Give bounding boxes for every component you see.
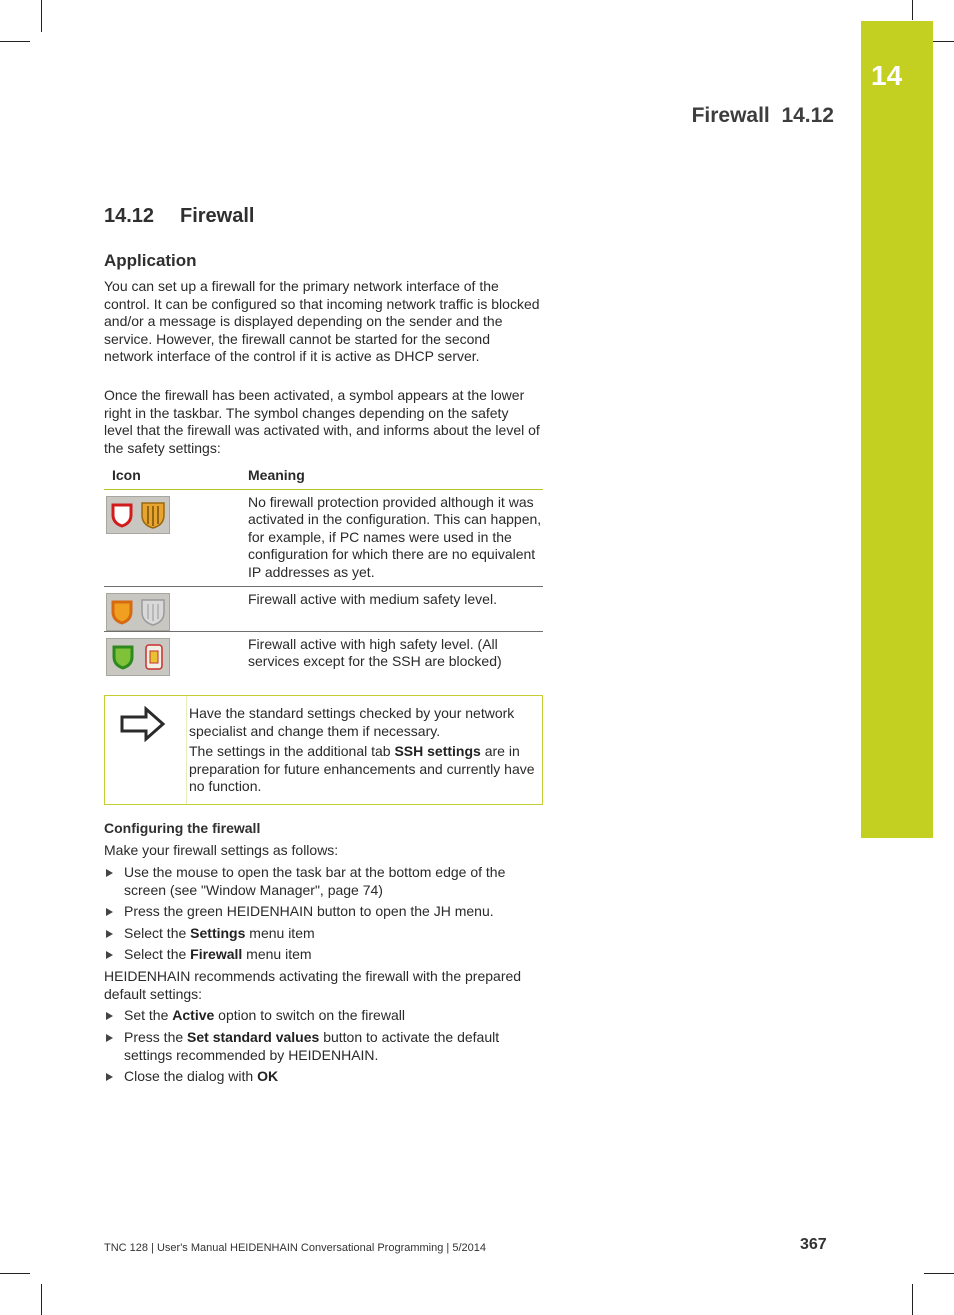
list-item: Close the dialog with OK (104, 1068, 540, 1086)
recommend-paragraph: HEIDENHAIN recommends activating the firewall with the prepared default settings: (104, 968, 522, 1002)
list-item: Press the Set standard values button to activate the default settings recommended by HEIDENHAIN. (104, 1029, 540, 1064)
configuring-intro: Make your firewall settings as follows: (104, 842, 339, 858)
firewall-medium-icon (106, 593, 170, 631)
arrow-right-icon (119, 706, 167, 742)
note-paragraph-1: Have the standard settings checked by your network specialist and change them if necessary. (189, 705, 515, 739)
configuring-heading: Configuring the firewall (104, 820, 261, 836)
table-cell-meaning: No firewall protection provided although it was activated in the configuration. This can happen, for example, if PC names were used in the configuration for which there are no equivalent IP addresses as yet. (248, 489, 543, 586)
crop-mark (0, 41, 30, 42)
table-cell-meaning: Firewall active with medium safety level. (248, 586, 543, 631)
crop-mark (912, 1284, 913, 1315)
crop-mark (924, 1273, 954, 1274)
running-header (692, 104, 834, 128)
list-item: Set the Active option to switch on the firewall (104, 1007, 540, 1025)
list-item: Use the mouse to open the task bar at the bottom edge of the screen (see "Window Manager", page 74) (104, 864, 540, 899)
running-header-section: 14.12 (781, 104, 834, 127)
table-header-meaning: Meaning (248, 464, 543, 489)
crop-mark (41, 0, 42, 32)
table-row (104, 586, 543, 631)
section-heading (104, 205, 254, 228)
note-paragraph-2: The settings in the additional tab SSH settings are in preparation for future enhancements and currently have no function. (189, 743, 535, 795)
crop-mark (912, 0, 913, 20)
table-row (104, 489, 543, 586)
ssh-settings-label: SSH settings (394, 743, 481, 759)
chapter-number: 14 (871, 60, 903, 91)
list-item: Press the green HEIDENHAIN button to open the JH menu. (104, 903, 540, 921)
chapter-tab (861, 21, 933, 838)
intro-paragraph-1: You can set up a firewall for the primary network interface of the control. It can be configured so that incoming network traffic is blocked and/or a message is displayed depending on the sender and the service. However, the firewall cannot be started for the second network interface of the control if it is active as DHCP server. (104, 278, 540, 365)
running-header-title: Firewall (691, 104, 770, 127)
footer-text: TNC 128 | User's Manual HEIDENHAIN Conversational Programming | 5/2014 (104, 1242, 486, 1254)
firewall-none-icon (106, 496, 170, 534)
table-row (104, 631, 543, 676)
section-number: 14.12 (104, 205, 155, 227)
crop-mark (0, 1273, 30, 1274)
list-item: Select the Settings menu item (104, 925, 540, 943)
note-text (186, 696, 543, 804)
icon-table (104, 464, 543, 676)
note-box (104, 695, 543, 805)
section-title: Firewall (180, 205, 255, 227)
subheading-application: Application (104, 251, 197, 270)
crop-mark (41, 1284, 42, 1315)
table-cell-meaning: Firewall active with high safety level. (All services except for the SSH are blocked) (248, 635, 502, 670)
list-item: Select the Firewall menu item (104, 946, 540, 964)
intro-paragraph-2: Once the firewall has been activated, a symbol appears at the lower right in the taskbar. The symbol changes depending on the safety level that the firewall was activated with, and informs about the level of the safety settings: (104, 387, 540, 456)
table-header-icon: Icon (104, 464, 248, 489)
firewall-high-icon (106, 638, 170, 676)
page-number: 367 (800, 1236, 827, 1253)
